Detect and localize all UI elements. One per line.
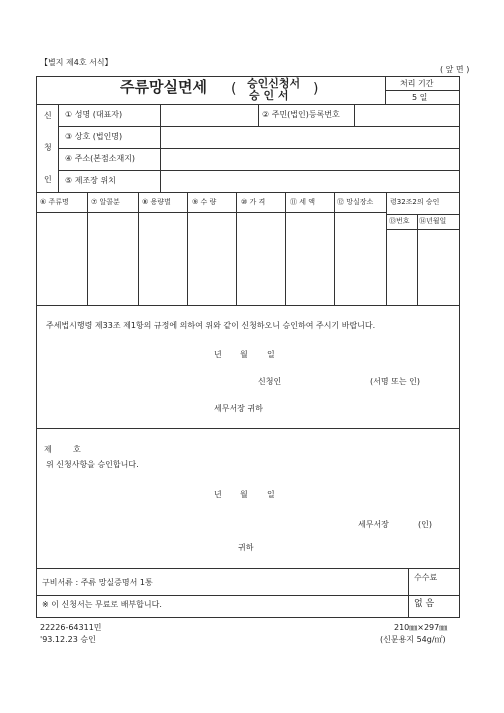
paper-type: (신문용지 54g/㎡): [380, 635, 446, 644]
title-application: 승인신청서: [247, 77, 301, 90]
title-paren-open: (: [231, 81, 237, 97]
title-paren-close: ): [313, 81, 319, 97]
title-approval: 승 인 서: [249, 89, 289, 102]
col-tax-amount: ⑪ 세 액: [290, 198, 315, 206]
col-approval-date: ⑭년월일: [419, 217, 447, 225]
col-capacity: ⑧ 용량별: [142, 198, 171, 206]
application-statement: 주세법시행령 제33조 제1항의 규정에 의하여 위와 같이 신청하오니 승인하여 주시기 바랍니다.: [46, 321, 376, 330]
col-alcohol-content: ⑦ 알콜분: [91, 198, 120, 206]
name-label: ① 성명 (대표자): [65, 110, 123, 119]
approval-seal: (인): [418, 520, 432, 529]
required-documents: 구비서류 : 주류 망실증명서 1통: [42, 578, 153, 587]
registration-number-label: ② 주민(법인)등록번호: [262, 110, 340, 119]
addressee: 세무서장 귀하: [214, 404, 263, 413]
application-date-year: 년: [214, 350, 222, 359]
col-quantity: ⑨ 수 량: [192, 198, 217, 206]
approval-date-month: 월: [240, 490, 248, 499]
approval-recipient: 귀하: [238, 543, 254, 552]
processing-period-label: 처리 기간: [400, 79, 434, 88]
approval-date-year: 년: [214, 490, 222, 499]
approval-number-suffix: 호: [73, 445, 81, 454]
approval-date-day: 일: [267, 490, 275, 499]
col-loss-place: ⑫ 망실장소: [337, 198, 374, 206]
applicant-side-1: 신: [44, 111, 52, 120]
approval-number-prefix: 제: [44, 445, 52, 454]
free-distribution-note: ※ 이 신청서는 무료로 배부합니다.: [42, 600, 162, 609]
sign-note: (서명 또는 인): [370, 377, 420, 386]
col-approval-number: ⑬번호: [389, 217, 410, 225]
application-date-month: 월: [240, 350, 248, 359]
col-price: ⑩ 가 격: [241, 198, 266, 206]
approval-date-stamp: '93.12.23 승인: [40, 635, 96, 644]
processing-period-value: 5 일: [412, 93, 428, 102]
trade-name-label: ③ 상호 (법인명): [65, 132, 123, 141]
paper-size: 210㎜×297㎜: [394, 623, 448, 632]
application-date-day: 일: [267, 350, 275, 359]
form-title: 주류망실면세: [120, 78, 207, 96]
factory-location-label: ⑤ 제조장 위치: [65, 176, 116, 185]
applicant-side-3: 인: [44, 175, 52, 184]
col-liquor-name: ⑥ 주류명: [40, 198, 69, 206]
fee-label: 수수료: [414, 573, 438, 582]
address-label: ④ 주소(본점소재지): [65, 154, 136, 163]
applicant-label: 신청인: [258, 377, 282, 386]
page-side-label: ( 앞 면 ): [440, 65, 470, 74]
fee-value: 없 음: [414, 599, 435, 609]
approval-statement: 위 신청사항을 승인합니다.: [46, 460, 139, 469]
applicant-side-2: 청: [44, 143, 52, 152]
col-approval-header: 령32조2의 승인: [390, 198, 440, 206]
form-number: 【별지 제4호 서식】: [40, 58, 113, 67]
form-code: 22226-64311민: [40, 623, 102, 632]
approval-office: 세무서장: [358, 520, 389, 529]
